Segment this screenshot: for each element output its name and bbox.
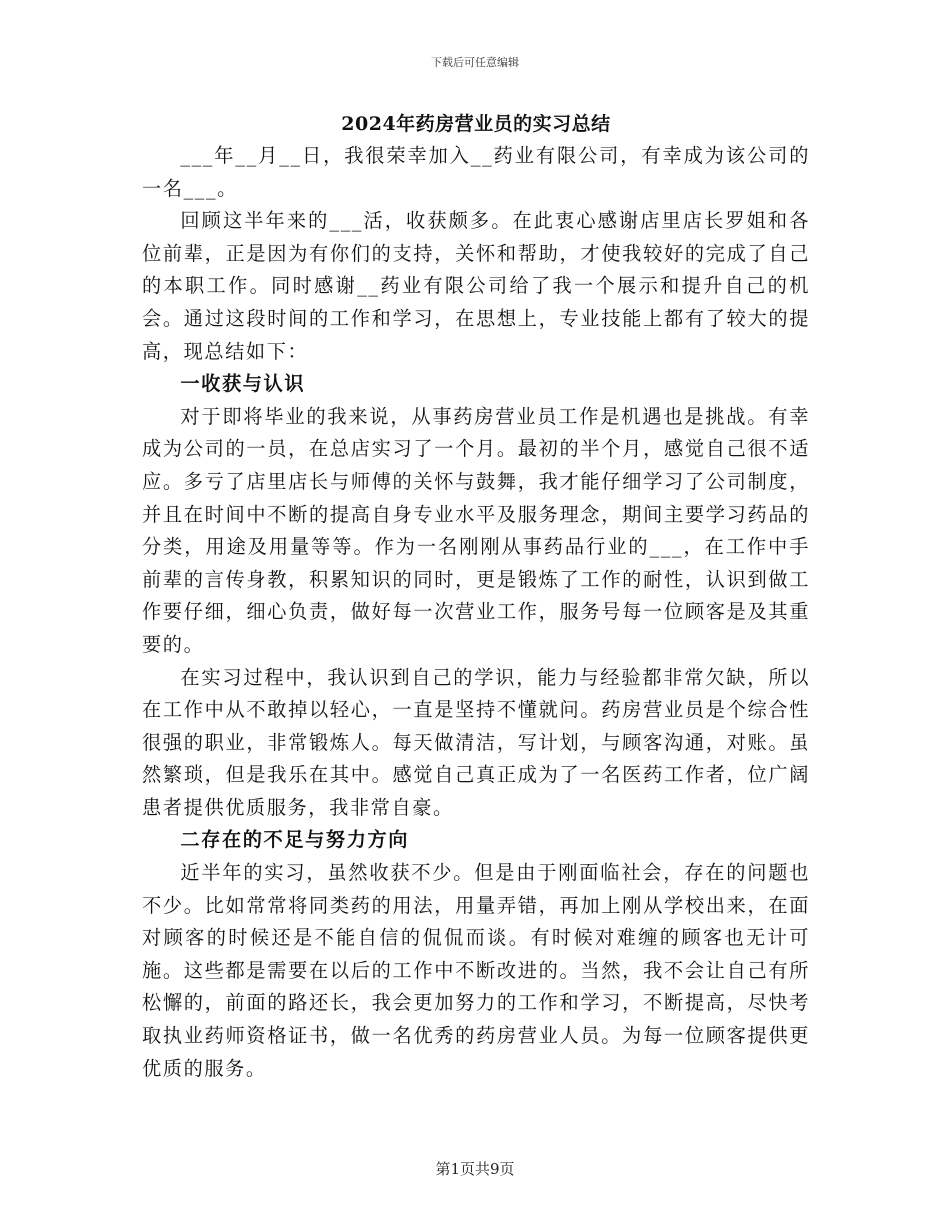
document-body xyxy=(142,108,810,1085)
section2-paragraph-1: 近半年的实习，虽然收获不少。但是由于刚面临社会，存在的问题也不少。比如常常将同类药的用法，用量弄错，再加上刚从学校出来，在面对顾客的时候还是不能自信的侃侃而谈。有时候对难缠的顾客也无计可施。这些都是需要在以后的工作中不断改进的。当然，我不会让自己有所松懈的，前面的路还长，我会更加努力的工作和学习，不断提高，尽快考取执业药师资格证书，做一名优秀的药房营业人员。为每一位顾客提供更优质的服务。 xyxy=(142,861,810,1080)
intro-paragraph-2: 回顾这半年来的___活，收获颇多。在此衷心感谢店里店长罗姐和各位前辈，正是因为有你们的支持，关怀和帮助，才使我较好的完成了自己的本职工作。同时感谢__药业有限公司给了我一个展示和提升自己的机会。通过这段时间的工作和学习，在思想上，专业技能上都有了较大的提高，现总结如下： xyxy=(142,209,810,363)
section-heading-2: 二存在的不足与努力方向 xyxy=(180,828,410,852)
header-note: 下载后可任意编辑 xyxy=(431,56,519,69)
section1-paragraph-1: 对于即将毕业的我来说，从事药房营业员工作是机遇也是挑战。有幸成为公司的一员，在总店实习了一个月。最初的半个月，感觉自己很不适应。多亏了店里店长与师傅的关怀与鼓舞，我才能仔细学习了公司制度，并且在时间中不断的提高自身专业水平及服务理念，期间主要学习药品的分类，用途及用量等等。作为一名刚刚从事药品行业的___，在工作中手前辈的言传身教，积累知识的同时，更是锻炼了工作的耐性，认识到做工作要仔细，细心负责，做好每一次营业工作，服务号每一位顾客是及其重要的。 xyxy=(142,404,810,656)
section-heading-1: 一收获与认识 xyxy=(180,372,306,396)
document-title: 2024年药房营业员的实习总结 xyxy=(341,113,611,135)
page-indicator: 第1页共9页 xyxy=(435,1160,515,1178)
intro-paragraph-1: ___年__月__日，我很荣幸加入__药业有限公司，有幸成为该公司的一名___。 xyxy=(142,144,810,200)
section1-paragraph-2: 在实习过程中，我认识到自己的学识，能力与经验都非常欠缺，所以在工作中从不敢掉以轻心，一直是坚持不懂就问。药房营业员是个综合性很强的职业，非常锻炼人。每天做清洁，写计划，与顾客沟通，对账。虽然繁琐，但是我乐在其中。感觉自己真正成为了一名医药工作者，位广阔患者提供优质服务，我非常自豪。 xyxy=(142,665,810,819)
